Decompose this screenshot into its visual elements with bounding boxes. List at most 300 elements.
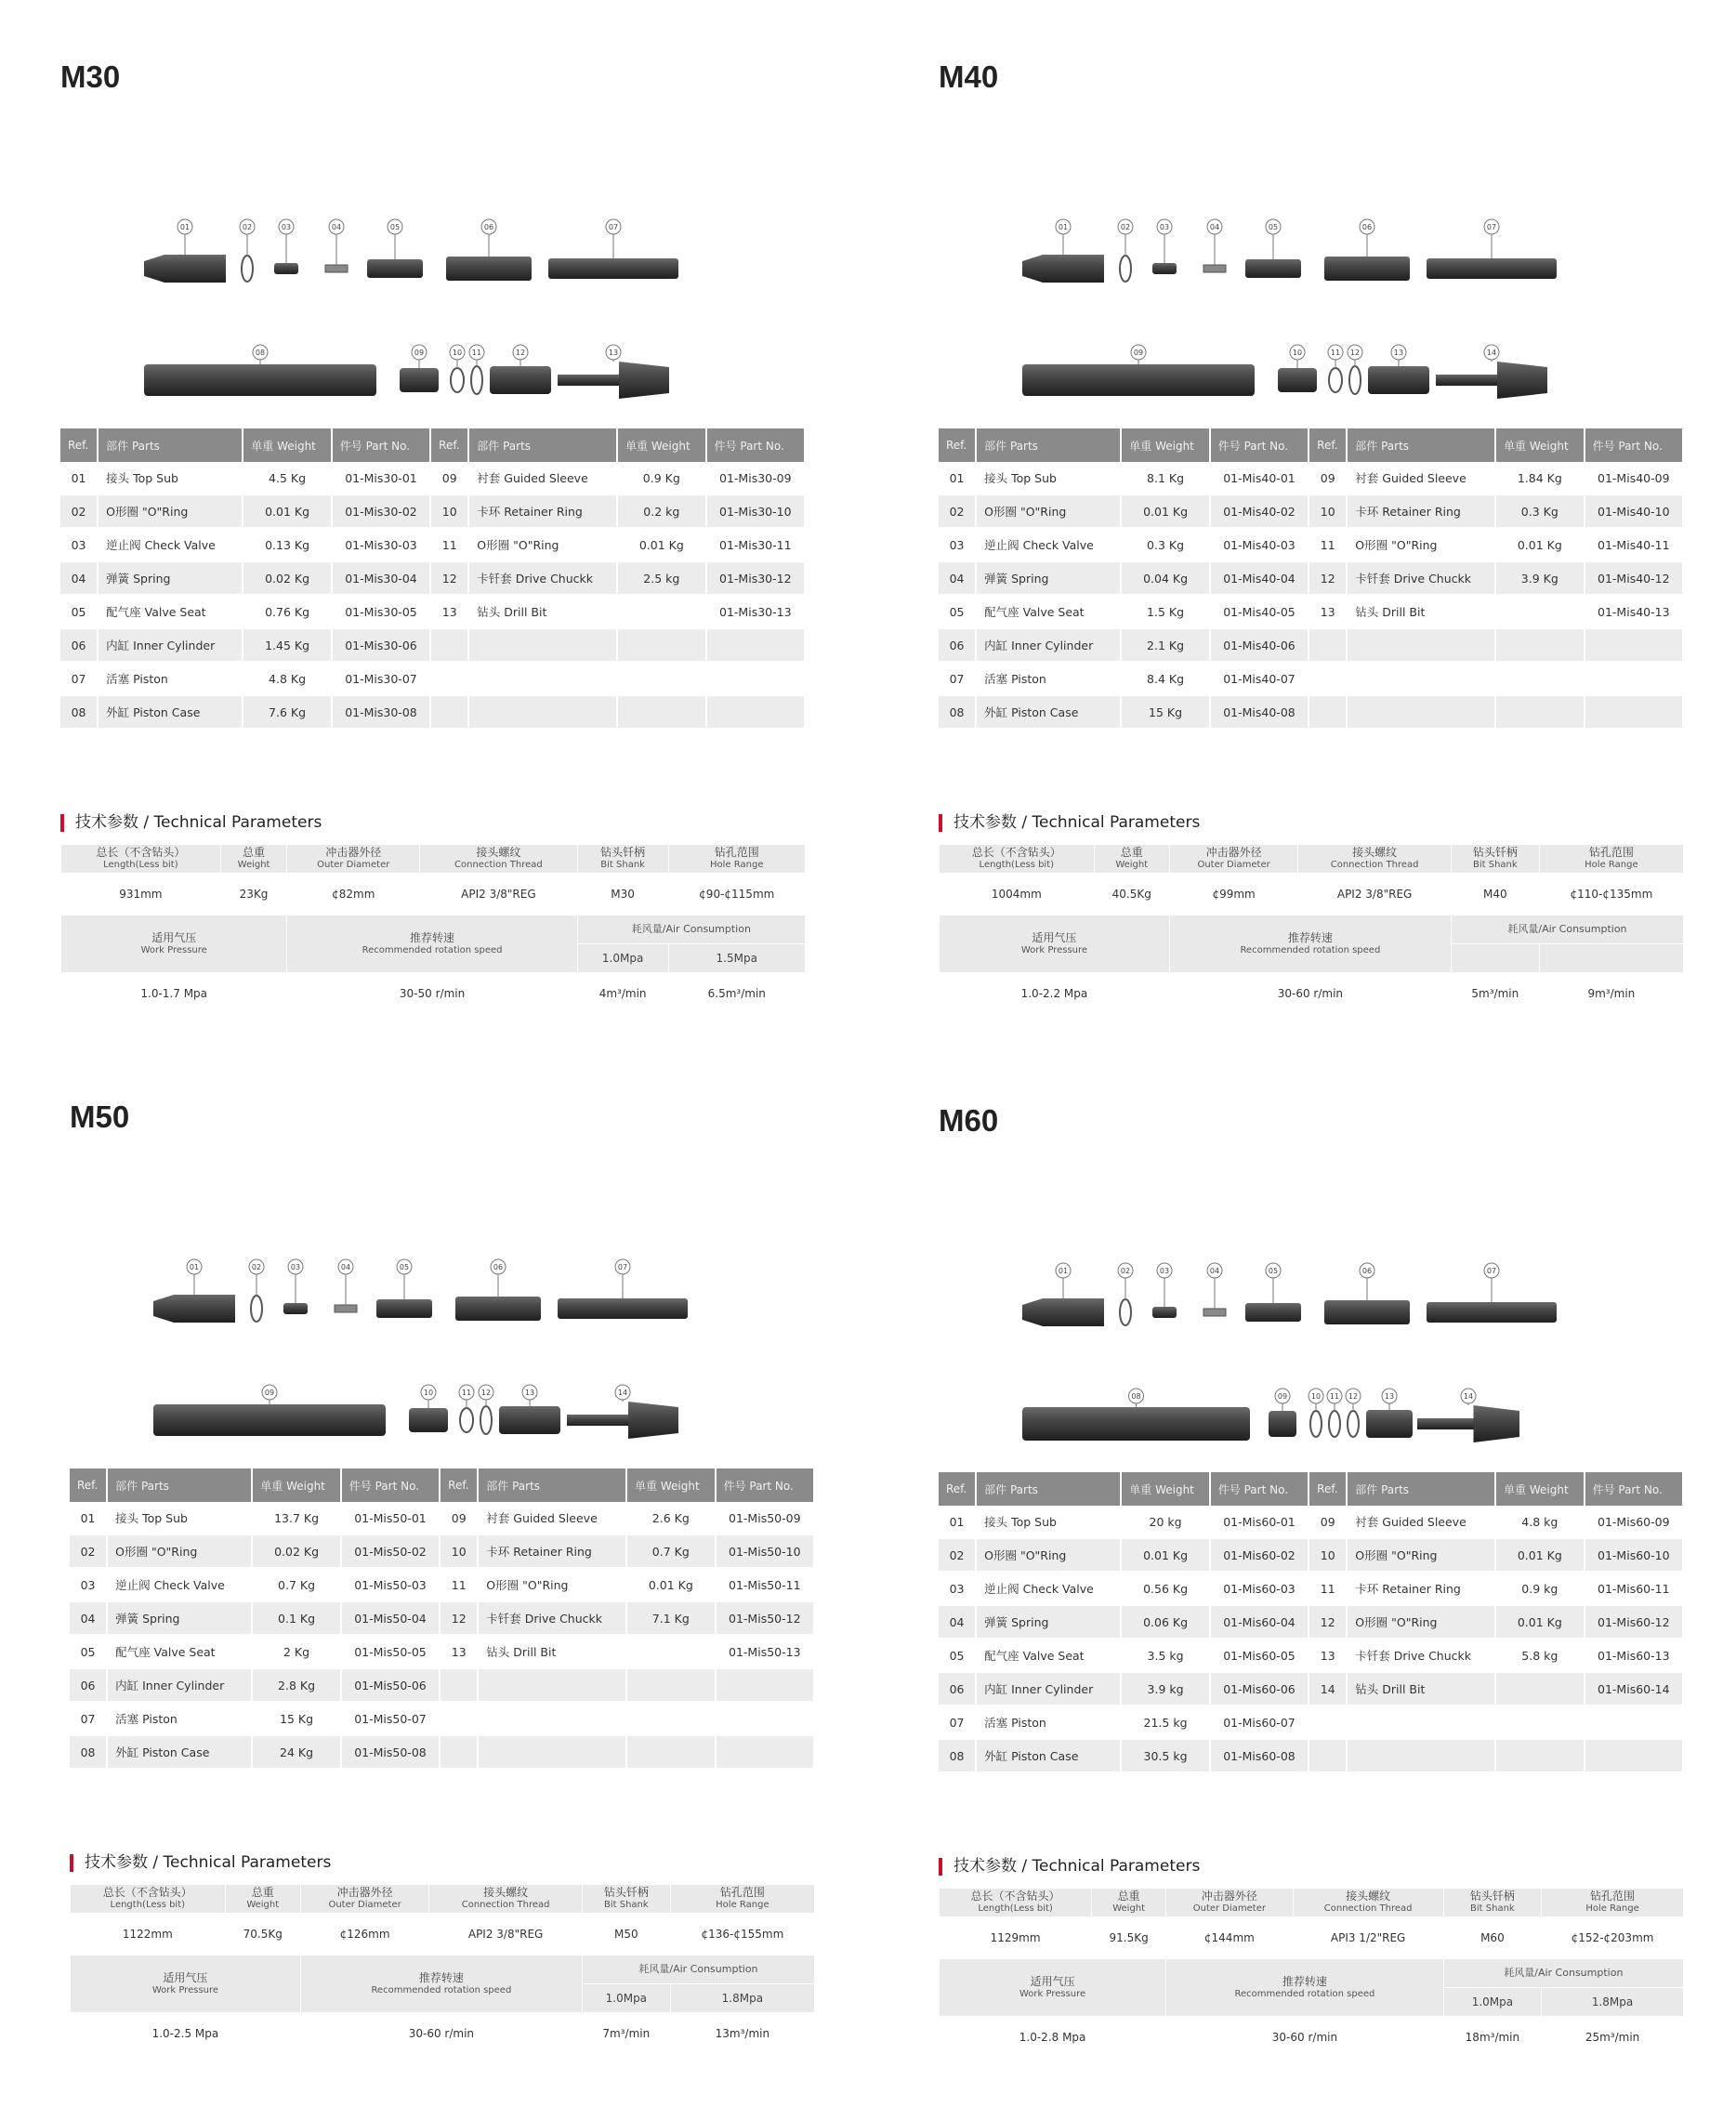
- cell-part-no: 01-Mis50-05: [342, 1636, 441, 1669]
- label-outer-diameter: 冲击器外径 Outer Diameter: [1169, 845, 1297, 874]
- header-ref: Ref.: [939, 428, 977, 462]
- cell-weight: [1496, 1740, 1585, 1773]
- tech-params-table: [60, 844, 806, 1015]
- callout-label: 11: [1329, 1392, 1340, 1401]
- callout-label: 12: [515, 349, 526, 357]
- label-connection-thread: 接头螺纹 Connection Thread: [1293, 1889, 1443, 1917]
- cell-ref: [1309, 629, 1348, 663]
- cell-weight: 2.6 Kg: [627, 1502, 717, 1535]
- cell-part-no: 01-Mis50-09: [717, 1502, 815, 1535]
- part-ring: [1348, 1411, 1359, 1437]
- cell-weight: [627, 1669, 717, 1703]
- model-section-m40: [939, 59, 1691, 1063]
- cell-weight: 7.1 Kg: [627, 1602, 717, 1636]
- cell-weight: 30.5 kg: [1122, 1740, 1211, 1773]
- parts-table-header: [939, 1472, 1684, 1506]
- cell-ref: 11: [431, 529, 469, 562]
- cell-ref: 08: [60, 696, 99, 730]
- cell-part-no: 01-Mis50-02: [342, 1535, 441, 1569]
- cell-part: O形圈 "O"Ring: [1348, 529, 1496, 562]
- cell-weight: [1496, 629, 1585, 663]
- cell-part-no: 01-Mis50-06: [342, 1669, 441, 1703]
- exploded-parts-diagram: [144, 148, 720, 408]
- cell-weight: 20 kg: [1122, 1506, 1211, 1539]
- value-work-pressure: 1.0-2.8 Mpa: [940, 2017, 1166, 2059]
- part-valve-seat: [376, 1299, 432, 1318]
- cell-part: 外缸 Piston Case: [977, 696, 1122, 730]
- cell-part-no: 01-Mis60-12: [1585, 1606, 1684, 1640]
- header-part-no: 件号 Part No.: [1211, 428, 1309, 462]
- part-piston: [558, 1298, 688, 1319]
- cell-part: 活塞 Piston: [99, 663, 243, 696]
- callout-label: 02: [242, 223, 253, 231]
- part-spring: [335, 1305, 357, 1312]
- cell-part-no: 01-Mis50-11: [717, 1569, 815, 1602]
- label-work-pressure: 适用气压 Work Pressure: [71, 1956, 301, 2013]
- header-part-no: 件号 Part No.: [1585, 428, 1684, 462]
- part-spring: [1203, 265, 1226, 272]
- callout-label: 10: [423, 1389, 434, 1397]
- part-ring: [1329, 368, 1342, 392]
- cell-weight: 0.13 Kg: [243, 529, 333, 562]
- header-weight: 单重 Weight: [1122, 428, 1211, 462]
- label-length: 总长（不含钻头） Length(Less bit): [940, 1889, 1092, 1917]
- cell-ref: 06: [60, 629, 99, 663]
- label-bit-shank: 钻头钎柄 Bit Shank: [582, 1885, 670, 1914]
- cell-weight: 0.7 Kg: [627, 1535, 717, 1569]
- value-length: 1122mm: [71, 1914, 226, 1956]
- air-pressure-2: 1.8Mpa: [670, 1984, 814, 2013]
- cell-ref: 07: [939, 1706, 977, 1740]
- label-air-consumption: 耗风量/Air Consumption: [1443, 1959, 1683, 1988]
- cell-part: [479, 1703, 627, 1736]
- header-weight: 单重 Weight: [1496, 1472, 1585, 1506]
- part-drill-bit: [619, 362, 669, 399]
- table-row: [60, 629, 806, 663]
- callout-label: 12: [1349, 349, 1361, 357]
- cell-part: 卡环 Retainer Ring: [1348, 495, 1496, 529]
- table-row: [60, 562, 806, 596]
- callout-label: 04: [331, 223, 342, 231]
- cell-part-no: 01-Mis60-09: [1585, 1506, 1684, 1539]
- part-sleeve: [400, 368, 439, 392]
- part-spring: [1203, 1309, 1226, 1316]
- header-parts: 部件 Parts: [1348, 428, 1496, 462]
- table-row: [939, 596, 1684, 629]
- table-row: [939, 1506, 1684, 1539]
- cell-part-no: 01-Mis60-13: [1585, 1640, 1684, 1673]
- cell-ref: [1309, 663, 1348, 696]
- callout-label: 08: [255, 349, 266, 357]
- value-outer-diameter: ¢126mm: [300, 1914, 428, 1956]
- header-parts: 部件 Parts: [977, 1472, 1122, 1506]
- callout-label: 10: [1292, 349, 1303, 357]
- label-weight: 总重 Weight: [225, 1885, 300, 1914]
- cell-ref: 05: [70, 1636, 108, 1669]
- tech-params-table: [939, 1888, 1684, 2059]
- cell-part: 钻头 Drill Bit: [469, 596, 618, 629]
- cell-weight: 21.5 kg: [1122, 1706, 1211, 1740]
- header-ref: Ref.: [60, 428, 99, 462]
- part-sleeve: [409, 1408, 448, 1432]
- cell-part: O形圈 "O"Ring: [469, 529, 618, 562]
- part-piston: [548, 258, 678, 279]
- part-ring: [1329, 1411, 1340, 1437]
- part-drill-bit: [628, 1402, 678, 1439]
- value-air-consumption-2: 13m³/min: [670, 2013, 814, 2055]
- cell-ref: 07: [60, 663, 99, 696]
- cell-ref: 08: [939, 696, 977, 730]
- header-parts: 部件 Parts: [1348, 1472, 1496, 1506]
- cell-part: 活塞 Piston: [977, 663, 1122, 696]
- callout-label: 09: [1133, 349, 1144, 357]
- cell-part-no: 01-Mis30-02: [333, 495, 431, 529]
- cell-part: O形圈 "O"Ring: [479, 1569, 627, 1602]
- table-row: [939, 1740, 1684, 1773]
- header-weight: 单重 Weight: [627, 1468, 717, 1502]
- cell-weight: 0.7 Kg: [253, 1569, 342, 1602]
- callout-label: 07: [608, 223, 619, 231]
- cell-weight: 8.1 Kg: [1122, 462, 1211, 495]
- cell-weight: 0.01 Kg: [243, 495, 333, 529]
- cell-weight: 2.8 Kg: [253, 1669, 342, 1703]
- part-ring: [1310, 1411, 1322, 1437]
- part-spring: [325, 265, 348, 272]
- cell-part-no: 01-Mis30-05: [333, 596, 431, 629]
- part-check-valve: [1152, 263, 1177, 274]
- value-hole-range: ¢152-¢203mm: [1542, 1917, 1684, 1959]
- callout-label: 13: [608, 349, 619, 357]
- callout-label: 09: [414, 349, 425, 357]
- callout-label: 07: [1486, 223, 1497, 231]
- table-row: [939, 663, 1684, 696]
- cell-ref: 02: [939, 1539, 977, 1573]
- cell-part: 钻头 Drill Bit: [1348, 596, 1496, 629]
- callout-label: 02: [1120, 1267, 1131, 1275]
- cell-part: 活塞 Piston: [108, 1703, 253, 1736]
- cell-ref: 11: [1309, 1573, 1348, 1606]
- cell-part: 钻头 Drill Bit: [1348, 1673, 1496, 1706]
- part-sleeve: [1269, 1411, 1296, 1437]
- label-outer-diameter: 冲击器外径 Outer Diameter: [300, 1885, 428, 1914]
- cell-ref: 13: [431, 596, 469, 629]
- table-row: [70, 1602, 815, 1636]
- label-work-pressure: 适用气压 Work Pressure: [940, 915, 1170, 973]
- part-ring: [1349, 366, 1361, 394]
- cell-part-no: 01-Mis30-08: [333, 696, 431, 730]
- cell-part: 卡钎套 Drive Chuckk: [469, 562, 618, 596]
- cell-weight: 0.01 Kg: [1496, 1606, 1585, 1640]
- cell-part: 外缸 Piston Case: [977, 1740, 1122, 1773]
- cell-ref: 11: [441, 1569, 479, 1602]
- cell-part: 接头 Top Sub: [108, 1502, 253, 1535]
- cell-part: O形圈 "O"Ring: [1348, 1606, 1496, 1640]
- cell-part-no: [1585, 1740, 1684, 1773]
- cell-part-no: 01-Mis50-01: [342, 1502, 441, 1535]
- value-air-consumption-1: 7m³/min: [582, 2013, 670, 2055]
- label-hole-range: 钻孔范围 Hole Range: [1542, 1889, 1684, 1917]
- cell-ref: 12: [1309, 1606, 1348, 1640]
- table-row: [70, 1569, 815, 1602]
- cell-ref: 03: [70, 1569, 108, 1602]
- cell-part: [469, 696, 618, 730]
- cell-part: [1348, 1706, 1496, 1740]
- value-weight: 23Kg: [220, 874, 287, 915]
- cell-ref: 01: [939, 1506, 977, 1539]
- part-inner-cylinder: [1324, 257, 1410, 281]
- cell-weight: 0.3 Kg: [1122, 529, 1211, 562]
- part-bit-shank: [1436, 375, 1503, 386]
- header-ref: Ref.: [939, 1472, 977, 1506]
- cell-ref: 04: [70, 1602, 108, 1636]
- cell-ref: 05: [939, 596, 977, 629]
- cell-ref: 01: [70, 1502, 108, 1535]
- cell-part: 衬套 Guided Sleeve: [479, 1502, 627, 1535]
- callout-label: 06: [493, 1263, 504, 1271]
- cell-weight: [627, 1636, 717, 1669]
- cell-part: [469, 663, 618, 696]
- callout-label: 06: [483, 223, 494, 231]
- label-work-pressure: 适用气压 Work Pressure: [61, 915, 287, 973]
- cell-weight: 0.01 Kg: [1122, 495, 1211, 529]
- cell-weight: 0.2 kg: [618, 495, 707, 529]
- label-weight: 总重 Weight: [1092, 1889, 1166, 1917]
- callout-label: 09: [1277, 1392, 1288, 1401]
- label-rotation-speed: 推荐转速 Recommended rotation speed: [287, 915, 577, 973]
- cell-part-no: 01-Mis30-01: [333, 462, 431, 495]
- cell-part: 弹簧 Spring: [977, 1606, 1122, 1640]
- cell-part-no: [717, 1703, 815, 1736]
- callout-label: 03: [290, 1263, 301, 1271]
- callout-label: 01: [1058, 223, 1069, 231]
- cell-part-no: 01-Mis40-02: [1211, 495, 1309, 529]
- cell-weight: 0.06 Kg: [1122, 1606, 1211, 1640]
- header-part-no: 件号 Part No.: [707, 428, 806, 462]
- part-drill-bit: [1497, 362, 1547, 399]
- part-valve-seat: [1245, 1303, 1301, 1322]
- cell-weight: [627, 1703, 717, 1736]
- tech-params-table: [939, 844, 1684, 1015]
- value-air-consumption-1: 18m³/min: [1443, 2017, 1541, 2059]
- value-air-consumption-2: 9m³/min: [1539, 973, 1683, 1015]
- cell-ref: 03: [60, 529, 99, 562]
- part-top-sub: [144, 255, 226, 283]
- cell-ref: 12: [441, 1602, 479, 1636]
- table-row: [70, 1703, 815, 1736]
- cell-part-no: 01-Mis60-10: [1585, 1539, 1684, 1573]
- header-weight: 单重 Weight: [243, 428, 333, 462]
- cell-weight: 4.8 Kg: [243, 663, 333, 696]
- cell-ref: [441, 1703, 479, 1736]
- table-row: [70, 1669, 815, 1703]
- parts-table-header: [939, 428, 1684, 462]
- callout-label: 05: [1268, 223, 1279, 231]
- air-pressure-1: [1451, 944, 1539, 973]
- cell-weight: 15 Kg: [1122, 696, 1211, 730]
- table-row: [60, 462, 806, 495]
- cell-ref: [441, 1736, 479, 1770]
- cell-part-no: 01-Mis50-08: [342, 1736, 441, 1770]
- table-row: [60, 663, 806, 696]
- cell-part: 弹簧 Spring: [977, 562, 1122, 596]
- header-weight: 单重 Weight: [618, 428, 707, 462]
- table-row: [60, 529, 806, 562]
- air-pressure-2: 1.8Mpa: [1542, 1988, 1684, 2017]
- cell-part: 内缸 Inner Cylinder: [977, 629, 1122, 663]
- part-top-sub: [1022, 255, 1104, 283]
- cell-ref: 10: [431, 495, 469, 529]
- table-row: [939, 696, 1684, 730]
- callout-label: 06: [1361, 223, 1373, 231]
- label-connection-thread: 接头螺纹 Connection Thread: [1298, 845, 1452, 874]
- part-bit-shank: [1417, 1418, 1479, 1429]
- cell-part: 配气座 Valve Seat: [977, 596, 1122, 629]
- cell-part: 卡钎套 Drive Chuckk: [479, 1602, 627, 1636]
- cell-weight: 0.04 Kg: [1122, 562, 1211, 596]
- part-sleeve: [1368, 366, 1429, 394]
- cell-ref: 08: [939, 1740, 977, 1773]
- cell-part-no: 01-Mis50-03: [342, 1569, 441, 1602]
- cell-weight: 0.01 Kg: [1496, 1539, 1585, 1573]
- callout-label: 11: [471, 349, 482, 357]
- cell-part-no: 01-Mis30-10: [707, 495, 806, 529]
- cell-weight: 8.4 Kg: [1122, 663, 1211, 696]
- callout-label: 11: [1330, 349, 1341, 357]
- table-row: [70, 1736, 815, 1770]
- value-bit-shank: M60: [1443, 1917, 1541, 1959]
- cell-ref: [1309, 696, 1348, 730]
- label-bit-shank: 钻头钎柄 Bit Shank: [577, 845, 668, 874]
- cell-weight: 5.8 kg: [1496, 1640, 1585, 1673]
- cell-weight: 4.8 kg: [1496, 1506, 1585, 1539]
- header-weight: 单重 Weight: [253, 1468, 342, 1502]
- cell-part-no: 01-Mis50-04: [342, 1602, 441, 1636]
- cell-ref: 05: [60, 596, 99, 629]
- header-ref: Ref.: [1309, 1472, 1348, 1506]
- label-outer-diameter: 冲击器外径 Outer Diameter: [1166, 1889, 1293, 1917]
- cell-part: 内缸 Inner Cylinder: [108, 1669, 253, 1703]
- callout-label: 12: [1348, 1392, 1359, 1401]
- value-rotation-speed: 30-60 r/min: [1166, 2017, 1444, 2059]
- part-piston-case: [153, 1404, 386, 1436]
- cell-weight: 15 Kg: [253, 1703, 342, 1736]
- callout-label: 13: [524, 1389, 535, 1397]
- label-air-consumption: 耗风量/Air Consumption: [582, 1956, 814, 1984]
- part-inner-cylinder: [446, 257, 532, 281]
- part-valve-seat: [367, 259, 423, 278]
- cell-weight: [1496, 1673, 1585, 1706]
- label-connection-thread: 接头螺纹 Connection Thread: [429, 1885, 583, 1914]
- value-air-consumption-1: 4m³/min: [577, 973, 668, 1015]
- value-bit-shank: M50: [582, 1914, 670, 1956]
- cell-part: 逆止阀 Check Valve: [977, 1573, 1122, 1606]
- cell-part-no: [1585, 663, 1684, 696]
- value-air-consumption-2: 6.5m³/min: [668, 973, 805, 1015]
- table-row: [939, 562, 1684, 596]
- part-piston: [1427, 1302, 1557, 1323]
- cell-part: O形圈 "O"Ring: [1348, 1539, 1496, 1573]
- header-parts: 部件 Parts: [99, 428, 243, 462]
- table-row: [60, 696, 806, 730]
- parts-table: [939, 428, 1684, 730]
- cell-ref: 10: [1309, 1539, 1348, 1573]
- cell-part: 衬套 Guided Sleeve: [1348, 462, 1496, 495]
- cell-part: 接头 Top Sub: [99, 462, 243, 495]
- value-bit-shank: M30: [577, 874, 668, 915]
- part-sleeve: [490, 366, 551, 394]
- part-piston-case: [144, 364, 376, 396]
- value-rotation-speed: 30-60 r/min: [300, 2013, 582, 2055]
- label-bit-shank: 钻头钎柄 Bit Shank: [1443, 1889, 1541, 1917]
- part-piston-case: [1022, 364, 1255, 396]
- table-row: [939, 1640, 1684, 1673]
- cell-weight: 0.9 kg: [1496, 1573, 1585, 1606]
- cell-ref: 04: [939, 1606, 977, 1640]
- callout-label: 13: [1384, 1392, 1395, 1401]
- cell-weight: 0.56 Kg: [1122, 1573, 1211, 1606]
- callout-label: 14: [617, 1389, 628, 1397]
- header-weight: 单重 Weight: [1122, 1472, 1211, 1506]
- parts-table-header: [60, 428, 806, 462]
- parts-table: [939, 1472, 1684, 1773]
- cell-part: [1348, 1740, 1496, 1773]
- cell-weight: 0.01 Kg: [627, 1569, 717, 1602]
- cell-part-no: 01-Mis60-02: [1211, 1539, 1309, 1573]
- cell-part: 卡钎套 Drive Chuckk: [1348, 1640, 1496, 1673]
- value-rotation-speed: 30-50 r/min: [287, 973, 577, 1015]
- cell-part-no: [1585, 1706, 1684, 1740]
- table-row: [939, 495, 1684, 529]
- value-connection-thread: API3 1/2"REG: [1293, 1917, 1443, 1959]
- cell-ref: 09: [1309, 462, 1348, 495]
- cell-part-no: 01-Mis40-01: [1211, 462, 1309, 495]
- cell-part: 接头 Top Sub: [977, 462, 1122, 495]
- part-check-valve: [1152, 1307, 1177, 1318]
- air-pressure-1: 1.0Mpa: [582, 1984, 670, 2013]
- table-row: [939, 629, 1684, 663]
- part-bit-shank: [567, 1415, 634, 1426]
- table-row: [939, 529, 1684, 562]
- air-pressure-2: [1539, 944, 1683, 973]
- label-length: 总长（不含钻头） Length(Less bit): [71, 1885, 226, 1914]
- cell-ref: 02: [70, 1535, 108, 1569]
- label-weight: 总重 Weight: [220, 845, 287, 874]
- part-sleeve: [1366, 1410, 1413, 1438]
- cell-part-no: 01-Mis60-05: [1211, 1640, 1309, 1673]
- callout-label: 10: [1310, 1392, 1322, 1401]
- cell-weight: [1496, 596, 1585, 629]
- cell-part-no: 01-Mis60-03: [1211, 1573, 1309, 1606]
- value-connection-thread: API2 3/8"REG: [420, 874, 578, 915]
- table-row: [939, 1606, 1684, 1640]
- cell-part: 内缸 Inner Cylinder: [977, 1673, 1122, 1706]
- table-row: [60, 596, 806, 629]
- cell-weight: [1496, 1706, 1585, 1740]
- cell-part: 卡钎套 Drive Chuckk: [1348, 562, 1496, 596]
- tech-params-heading: 技术参数 / Technical Parameters: [70, 1854, 331, 1872]
- cell-part: [479, 1736, 627, 1770]
- cell-part-no: 01-Mis50-12: [717, 1602, 815, 1636]
- cell-ref: 09: [1309, 1506, 1348, 1539]
- table-row: [939, 1673, 1684, 1706]
- cell-weight: 2.1 Kg: [1122, 629, 1211, 663]
- model-title: M30: [60, 59, 121, 94]
- cell-ref: 14: [1309, 1673, 1348, 1706]
- part-piston: [1427, 258, 1557, 279]
- part-ring: [460, 1408, 473, 1432]
- cell-ref: 03: [939, 529, 977, 562]
- value-air-consumption-2: 25m³/min: [1542, 2017, 1684, 2059]
